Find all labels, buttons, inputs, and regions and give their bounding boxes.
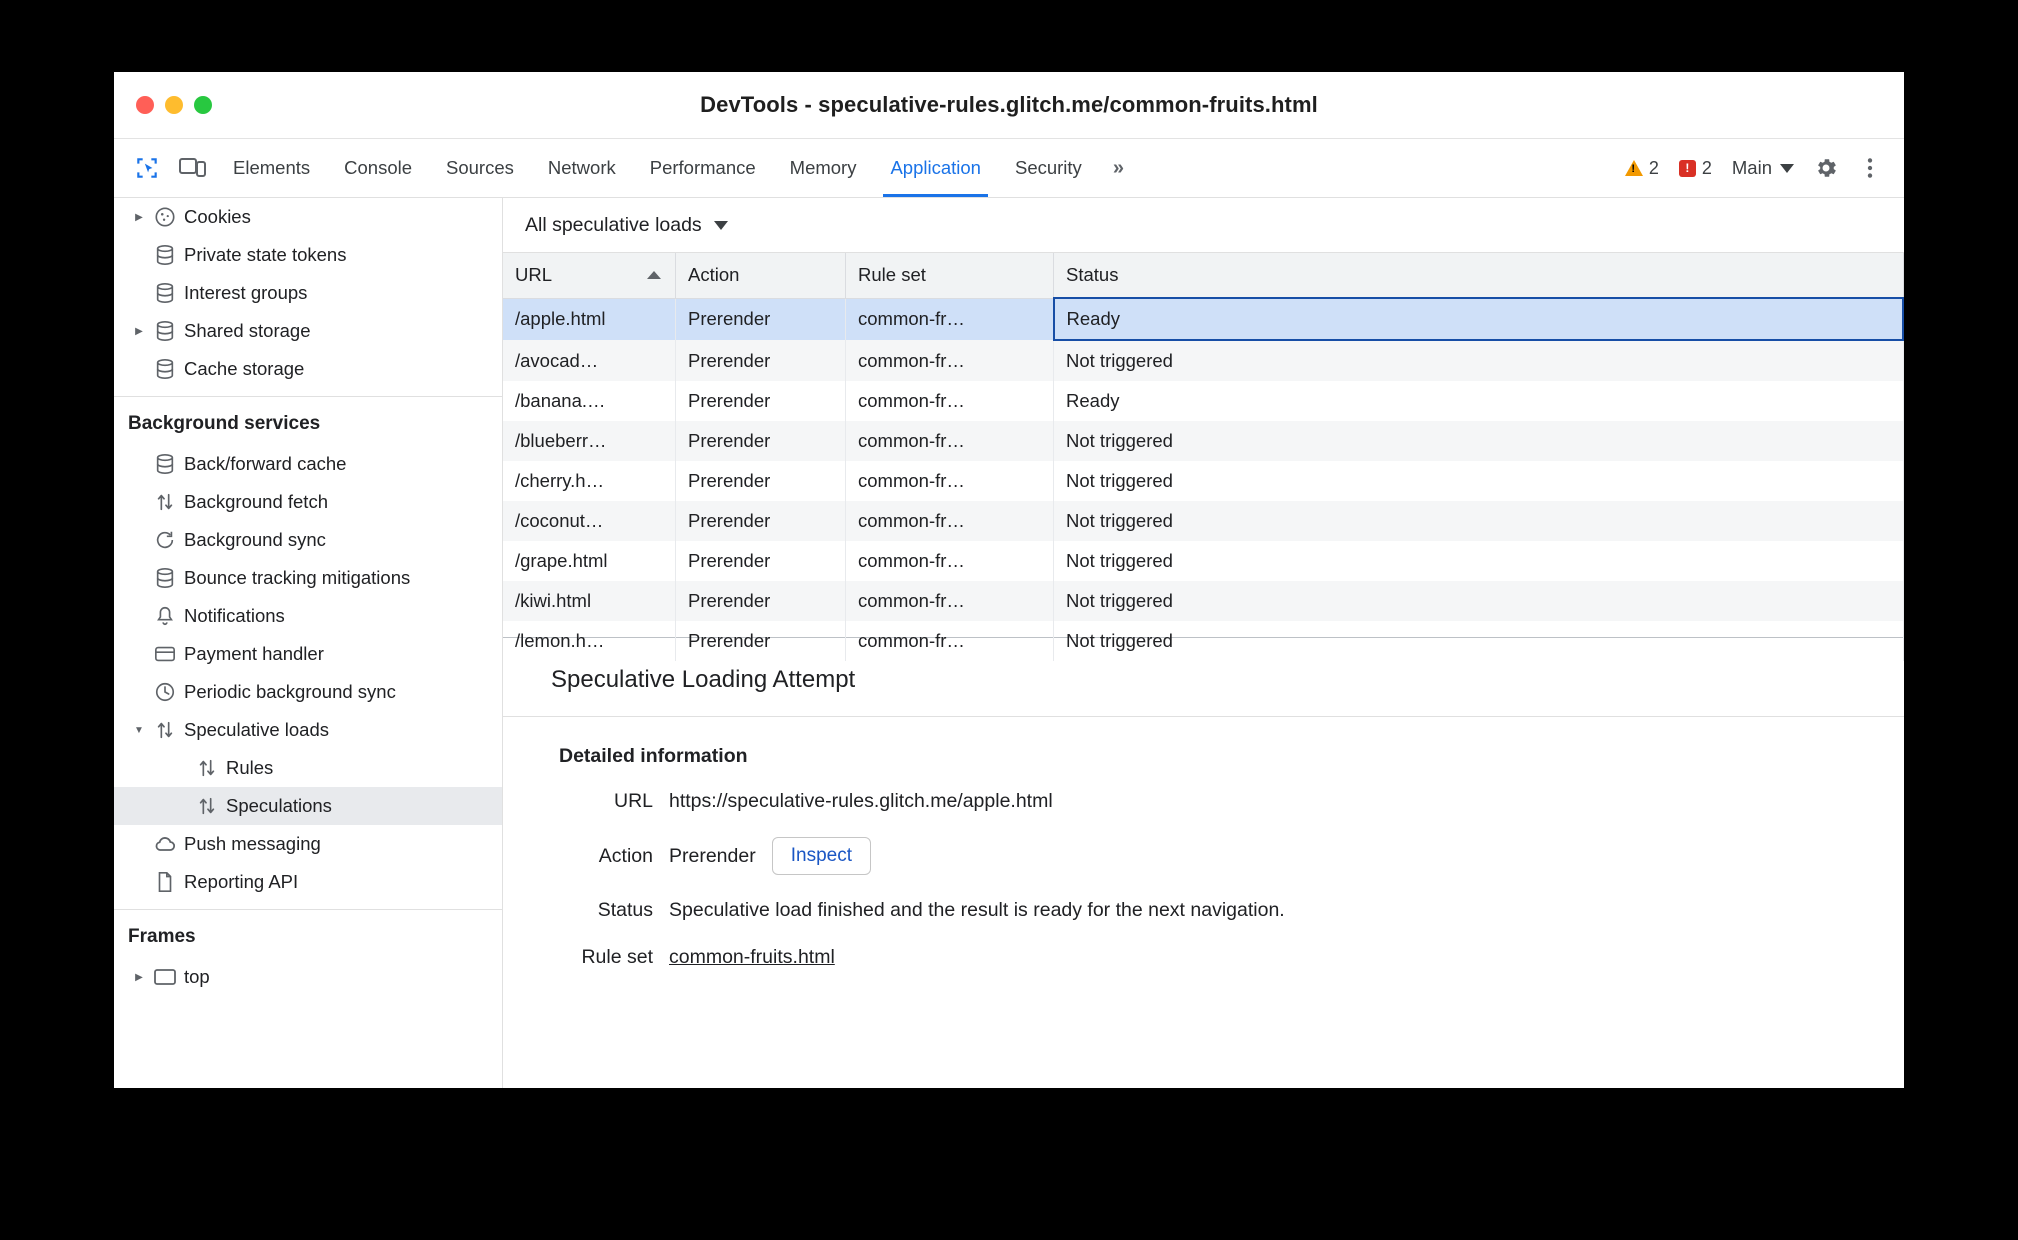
sort-ascending-icon xyxy=(647,271,661,279)
sidebar-item-label: Cookies xyxy=(184,206,251,227)
inspect-element-icon[interactable] xyxy=(124,139,170,197)
rule-set-cell: common-fr… xyxy=(846,461,1054,501)
sidebar-item-reporting-api[interactable] xyxy=(114,863,502,901)
sync-icon xyxy=(150,529,180,551)
action-cell: Prerender xyxy=(676,541,846,581)
status-cell: Not triggered xyxy=(1054,541,1904,581)
chevron-right-icon[interactable]: ▶ xyxy=(135,325,143,337)
document-icon xyxy=(150,871,180,893)
sidebar-item-bounce-tracking-mitigations[interactable] xyxy=(114,559,502,597)
database-icon xyxy=(150,358,180,380)
window-controls[interactable] xyxy=(136,96,212,114)
sidebar-item-label: Private state tokens xyxy=(184,244,347,265)
chevron-down-icon[interactable]: ▼ xyxy=(134,724,144,736)
window-title: DevTools - speculative-rules.glitch.me/common-fruits.html xyxy=(700,92,1318,117)
speculations-panel xyxy=(503,198,1904,1088)
table-row[interactable] xyxy=(503,541,1903,581)
column-header-action[interactable]: Action xyxy=(676,253,846,298)
rule-set-cell: common-fr… xyxy=(846,298,1054,340)
sidebar-item-top[interactable] xyxy=(114,958,502,996)
sidebar-item-label: Rules xyxy=(226,757,274,778)
card-icon xyxy=(150,644,180,664)
sidebar-item-shared-storage[interactable] xyxy=(114,312,502,350)
devtools-toolbar xyxy=(114,139,1904,198)
sidebar-item-label: Bounce tracking mitigations xyxy=(184,567,411,588)
sidebar-item-label: Payment handler xyxy=(184,643,324,664)
sidebar-item-label: Push messaging xyxy=(184,833,321,854)
url-cell: /apple.html xyxy=(503,298,676,340)
warning-icon xyxy=(1625,160,1643,176)
background-services-header: Background services xyxy=(128,413,321,434)
status-cell: Ready xyxy=(1054,298,1904,340)
tab-performance[interactable]: Performance xyxy=(649,157,756,178)
application-sidebar[interactable] xyxy=(114,198,503,1088)
sidebar-item-label: Background fetch xyxy=(184,491,328,512)
action-cell: Prerender xyxy=(676,381,846,421)
sidebar-item-interest-groups[interactable] xyxy=(114,274,502,312)
database-icon xyxy=(150,282,180,304)
detail-status-row xyxy=(503,887,1904,934)
warning-counter[interactable] xyxy=(1617,158,1667,179)
sidebar-item-label: Periodic background sync xyxy=(184,681,396,702)
detail-title: Speculative Loading Attempt xyxy=(503,638,1904,717)
devtools-body xyxy=(114,198,1904,1088)
cookie-icon xyxy=(150,206,180,228)
column-header-url[interactable] xyxy=(503,253,676,298)
table-row[interactable] xyxy=(503,421,1903,461)
tab-security[interactable]: Security xyxy=(1014,157,1082,178)
sidebar-item-label: Reporting API xyxy=(184,871,299,892)
action-cell: Prerender xyxy=(676,501,846,541)
rule-set-cell: common-fr… xyxy=(846,501,1054,541)
table-row[interactable] xyxy=(503,340,1903,381)
url-cell: /banana.… xyxy=(503,381,676,421)
status-cell: Not triggered xyxy=(1054,340,1904,381)
sidebar-storage-group xyxy=(114,198,502,388)
frames-header: Frames xyxy=(128,926,196,947)
chevron-right-icon[interactable]: ▶ xyxy=(135,211,143,223)
kebab-menu-icon[interactable] xyxy=(1850,155,1890,181)
column-header-rule-set[interactable]: Rule set xyxy=(846,253,1054,298)
sidebar-item-rules[interactable] xyxy=(114,749,502,787)
database-icon xyxy=(150,320,180,342)
speculations-table xyxy=(503,253,1904,661)
status-cell: Not triggered xyxy=(1054,581,1904,621)
url-cell: /cherry.h… xyxy=(503,461,676,501)
tab-elements[interactable]: Elements xyxy=(233,157,311,178)
sidebar-item-private-state-tokens[interactable] xyxy=(114,236,502,274)
title-bar xyxy=(114,72,1904,139)
sidebar-item-label: Cache storage xyxy=(184,358,305,379)
database-icon xyxy=(150,567,180,589)
minimize-window-button[interactable] xyxy=(165,96,183,114)
sidebar-item-label: Background sync xyxy=(184,529,326,550)
table-row[interactable] xyxy=(503,581,1903,621)
maximize-window-button[interactable] xyxy=(194,96,212,114)
sidebar-item-back-forward-cache[interactable] xyxy=(114,445,502,483)
url-cell: /grape.html xyxy=(503,541,676,581)
detail-section-title: Detailed information xyxy=(559,745,748,767)
rule-set-cell: common-fr… xyxy=(846,421,1054,461)
table-row[interactable] xyxy=(503,501,1903,541)
speculative-loads-filter-dropdown[interactable] xyxy=(517,210,736,241)
detail-pane xyxy=(503,638,1904,1088)
warning-count: 2 xyxy=(1648,157,1659,178)
status-cell: Not triggered xyxy=(1054,501,1904,541)
table-row[interactable] xyxy=(503,461,1903,501)
tab-sources[interactable]: Sources xyxy=(446,157,514,178)
detail-ruleset-row xyxy=(503,934,1904,981)
detail-url-label: URL xyxy=(613,790,653,812)
filter-bar xyxy=(503,198,1904,253)
device-toolbar-icon[interactable] xyxy=(170,139,216,197)
detail-status-value: Speculative load finished and the result is ready for the next navigation. xyxy=(669,899,1285,921)
cloud-icon xyxy=(150,834,180,854)
error-counter[interactable] xyxy=(1671,158,1720,179)
action-cell: Prerender xyxy=(676,421,846,461)
url-cell: /blueberr… xyxy=(503,421,676,461)
url-cell: /coconut… xyxy=(503,501,676,541)
speculations-table-container[interactable] xyxy=(503,253,1904,651)
arrows-icon xyxy=(150,491,180,513)
action-cell: Prerender xyxy=(676,581,846,621)
arrows-icon xyxy=(192,795,222,817)
sidebar-item-speculative-loads[interactable] xyxy=(114,711,502,749)
sidebar-item-label: Notifications xyxy=(184,605,285,626)
detail-url-row xyxy=(503,778,1904,825)
close-window-button[interactable] xyxy=(136,96,154,114)
sidebar-item-label: top xyxy=(184,966,210,987)
detail-ruleset-link[interactable]: common-fruits.html xyxy=(669,946,835,968)
context-selector[interactable] xyxy=(1724,157,1802,179)
sidebar-item-speculations[interactable] xyxy=(114,787,502,825)
bell-icon xyxy=(150,605,180,627)
sidebar-item-background-sync[interactable] xyxy=(114,521,502,559)
chevron-down-icon xyxy=(714,221,728,230)
sidebar-item-cache-storage[interactable] xyxy=(114,350,502,388)
filter-label: All speculative loads xyxy=(525,213,702,236)
url-cell: /lemon.h… xyxy=(503,621,676,661)
tab-memory[interactable]: Memory xyxy=(789,157,857,178)
detail-ruleset-label: Rule set xyxy=(581,946,653,968)
table-row[interactable] xyxy=(503,381,1903,421)
detail-action-row xyxy=(503,825,1904,887)
sidebar-item-payment-handler[interactable] xyxy=(114,635,502,673)
status-cell: Not triggered xyxy=(1054,421,1904,461)
sidebar-item-periodic-background-sync[interactable] xyxy=(114,673,502,711)
database-icon xyxy=(150,244,180,266)
status-cell: Not triggered xyxy=(1054,621,1904,661)
context-label: Main xyxy=(1731,157,1772,178)
rule-set-cell: common-fr… xyxy=(846,621,1054,661)
database-icon xyxy=(150,453,180,475)
rule-set-cell: common-fr… xyxy=(846,381,1054,421)
detail-action-value: Prerender xyxy=(669,844,756,867)
gear-icon[interactable] xyxy=(1806,155,1846,181)
table-row[interactable] xyxy=(503,298,1903,340)
sidebar-item-label: Speculations xyxy=(226,795,332,816)
tab-application[interactable]: Application xyxy=(873,139,998,197)
action-cell: Prerender xyxy=(676,461,846,501)
arrows-icon xyxy=(150,719,180,741)
tab-network[interactable]: Network xyxy=(547,157,616,178)
sidebar-item-background-fetch[interactable] xyxy=(114,483,502,521)
column-header-url-label: URL xyxy=(515,264,553,286)
sidebar-item-push-messaging[interactable] xyxy=(114,825,502,863)
url-cell: /avocad… xyxy=(503,340,676,381)
rule-set-cell: common-fr… xyxy=(846,340,1054,381)
sidebar-background-group xyxy=(114,445,502,901)
status-cell: Not triggered xyxy=(1054,461,1904,501)
rule-set-cell: common-fr… xyxy=(846,541,1054,581)
detail-url-value: https://speculative-rules.glitch.me/apple.html xyxy=(669,790,1053,812)
sidebar-item-cookies[interactable] xyxy=(114,198,502,236)
sidebar-item-label: Speculative loads xyxy=(184,719,330,740)
detail-status-label: Status xyxy=(597,899,653,921)
sidebar-item-label: Interest groups xyxy=(184,282,308,303)
devtools-window xyxy=(114,72,1904,1088)
url-cell: /kiwi.html xyxy=(503,581,676,621)
frame-icon xyxy=(150,967,180,987)
action-cell: Prerender xyxy=(676,298,846,340)
inspect-button[interactable]: Inspect xyxy=(772,837,871,875)
sidebar-item-label: Back/forward cache xyxy=(184,453,347,474)
error-icon: ! xyxy=(1679,160,1696,177)
sidebar-frames-group xyxy=(114,958,502,996)
detail-action-label: Action xyxy=(598,844,653,867)
table-header-row xyxy=(503,253,1903,298)
sidebar-item-notifications[interactable] xyxy=(114,597,502,635)
chevron-right-icon[interactable]: ▶ xyxy=(135,971,143,983)
error-count: 2 xyxy=(1701,157,1712,178)
action-cell: Prerender xyxy=(676,621,846,661)
action-cell: Prerender xyxy=(676,340,846,381)
more-tabs-icon[interactable]: » xyxy=(1112,156,1124,179)
toolbar-right-cluster xyxy=(1617,139,1904,197)
status-cell: Ready xyxy=(1054,381,1904,421)
chevron-down-icon xyxy=(1780,164,1794,173)
column-header-status[interactable]: Status xyxy=(1054,253,1904,298)
tab-console[interactable]: Console xyxy=(344,157,413,178)
rule-set-cell: common-fr… xyxy=(846,581,1054,621)
clock-icon xyxy=(150,681,180,703)
arrows-icon xyxy=(192,757,222,779)
sidebar-item-label: Shared storage xyxy=(184,320,311,341)
